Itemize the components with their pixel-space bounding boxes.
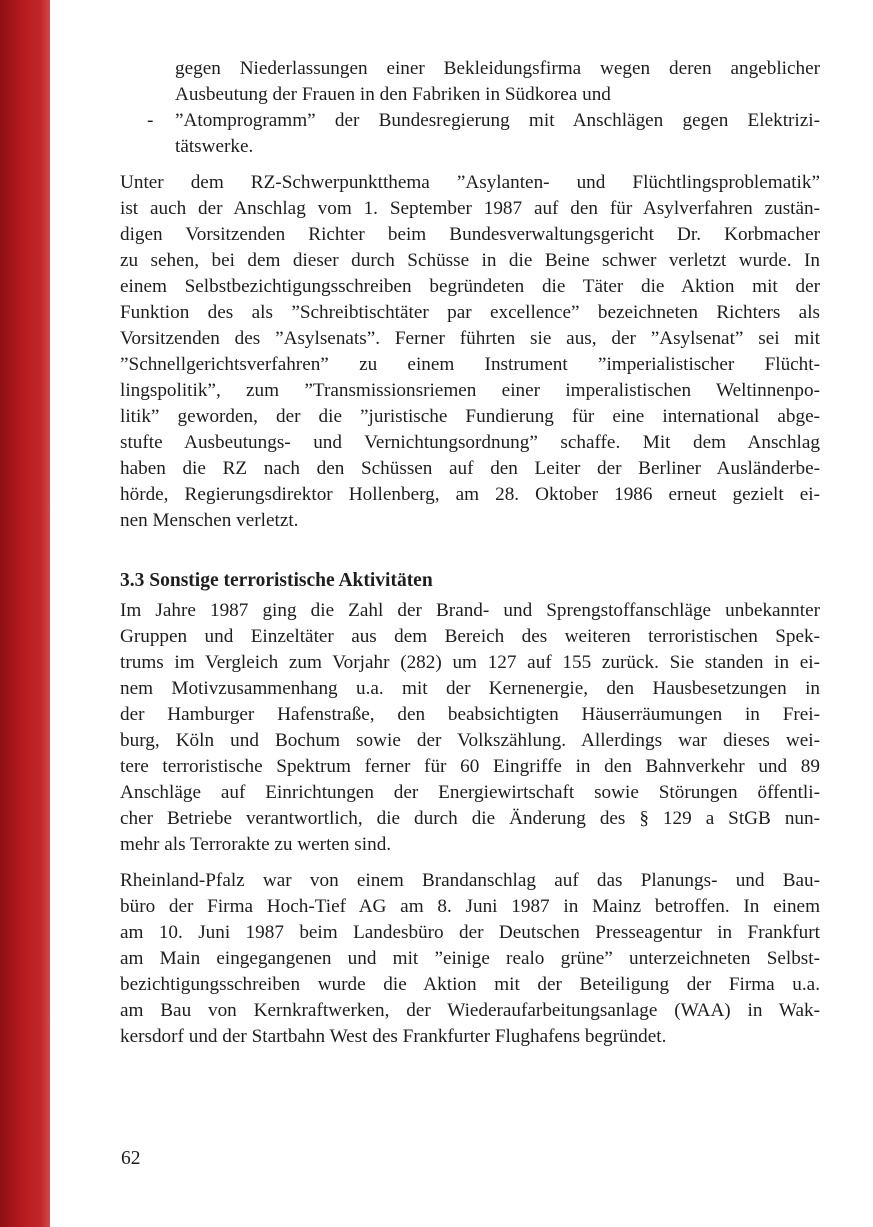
text-line: tätswerke. xyxy=(175,136,254,157)
text-line: Im Jahre 1987 ging die Zahl der Brand- und Sprengstoffanschläge unbekannter xyxy=(120,600,820,621)
text-line: zu sehen, bei dem dieser durch Schüsse in die Beine schwer verletzt wurde. In xyxy=(120,250,820,271)
text-line: Ausbeutung der Frauen in den Fabriken in Südkorea und xyxy=(175,84,611,105)
text-line: Unter dem RZ-Schwerpunktthema ”Asylanten- und Flüchtlingsproblematik” xyxy=(120,172,820,193)
text-line: einem Selbstbezichtigungsschreiben begründeten die Täter die Aktion mit der xyxy=(120,276,820,297)
text-line: Vorsitzenden des ”Asylsenats”. Ferner führten sie aus, der ”Asylsenat” sei mit xyxy=(120,328,820,349)
text-line: lingspolitik”, zum ”Transmissionsriemen einer imperalistischen Weltinnenpo- xyxy=(120,380,820,401)
text-line: am Bau von Kernkraftwerken, der Wiederaufarbeitungsanlage (WAA) in Wak- xyxy=(120,1000,820,1021)
text-line: bezichtigungsschreiben wurde die Aktion mit der Beteiligung der Firma u.a. xyxy=(120,974,820,995)
text-line: am 10. Juni 1987 beim Landesbüro der Deutschen Presseagentur in Frankfurt xyxy=(120,922,820,943)
bullet-item xyxy=(120,108,820,160)
paragraph-rheinland-pfalz xyxy=(120,868,820,1050)
text-line: nem Motivzusammenhang u.a. mit der Kernenergie, den Hausbesetzungen in xyxy=(120,678,820,699)
text-line: stufte Ausbeutungs- und Vernichtungsordnung” schaffe. Mit dem Anschlag xyxy=(120,432,820,453)
text-line: büro der Firma Hoch-Tief AG am 8. Juni 1987 in Mainz betroffen. In einem xyxy=(120,896,820,917)
text-line: Rheinland-Pfalz war von einem Brandanschlag auf das Planungs- und Bau- xyxy=(120,870,820,891)
text-line: trums im Vergleich zum Vorjahr (282) um 127 auf 155 zurück. Sie standen in ei- xyxy=(120,652,820,673)
text-line: ”Schnellgerichtsverfahren” zu einem Instrument ”imperialistischer Flücht- xyxy=(120,354,820,375)
paragraph-asylum xyxy=(120,170,820,534)
page-body xyxy=(120,56,820,1050)
text-line: cher Betriebe verantwortlich, die durch die Änderung des § 129 a StGB nun- xyxy=(120,808,820,829)
text-line: mehr als Terrorakte zu werten sind. xyxy=(120,834,392,855)
text-line: hörde, Regierungsdirektor Hollenberg, am 28. Oktober 1986 erneut gezielt ei- xyxy=(120,484,820,505)
text-line: burg, Köln und Bochum sowie der Volkszählung. Allerdings war dieses wei- xyxy=(120,730,820,751)
text-line: kersdorf und der Startbahn West des Frankfurter Flughafens begründet. xyxy=(120,1026,667,1047)
red-margin-strip xyxy=(0,0,50,1227)
continuation-text xyxy=(120,56,820,108)
text-line: Gruppen und Einzeltäter aus dem Bereich des weiteren terroristischen Spek- xyxy=(120,626,820,647)
text-line: ”Atomprogramm” der Bundesregierung mit Anschlägen gegen Elektrizi- xyxy=(175,110,820,131)
text-line: Funktion des als ”Schreibtischtäter par excellence” bezeichneten Richters als xyxy=(120,302,820,323)
text-line: am Main eingegangenen und mit ”einige realo grüne” unterzeichneten Selbst- xyxy=(120,948,820,969)
text-line: gegen Niederlassungen einer Bekleidungsfirma wegen deren angeblicher xyxy=(175,58,820,79)
text-line: litik” geworden, der die ”juristische Fundierung für eine international abge- xyxy=(120,406,820,427)
text-line: der Hamburger Hafenstraße, den beabsichtigten Häuserräumungen in Frei- xyxy=(120,704,820,725)
bullet-dash: - xyxy=(147,110,154,131)
page-number: 62 xyxy=(121,1148,141,1169)
paragraph-other-activities xyxy=(120,598,820,858)
text-line: Anschläge auf Einrichtungen der Energiewirtschaft sowie Störungen öffentli- xyxy=(120,782,820,803)
text-line: tere terroristische Spektrum ferner für 60 Eingriffe in den Bahnverkehr und 89 xyxy=(120,756,820,777)
section-heading: 3.3 Sonstige terroristische Aktivitäten xyxy=(120,570,433,591)
text-line: nen Menschen verletzt. xyxy=(120,510,299,531)
text-line: haben die RZ nach den Schüssen auf den Leiter der Berliner Ausländerbe- xyxy=(120,458,820,479)
text-line: digen Vorsitzenden Richter beim Bundesverwaltungsgericht Dr. Korbmacher xyxy=(120,224,820,245)
text-line: ist auch der Anschlag vom 1. September 1987 auf den für Asylverfahren zustän- xyxy=(120,198,820,219)
